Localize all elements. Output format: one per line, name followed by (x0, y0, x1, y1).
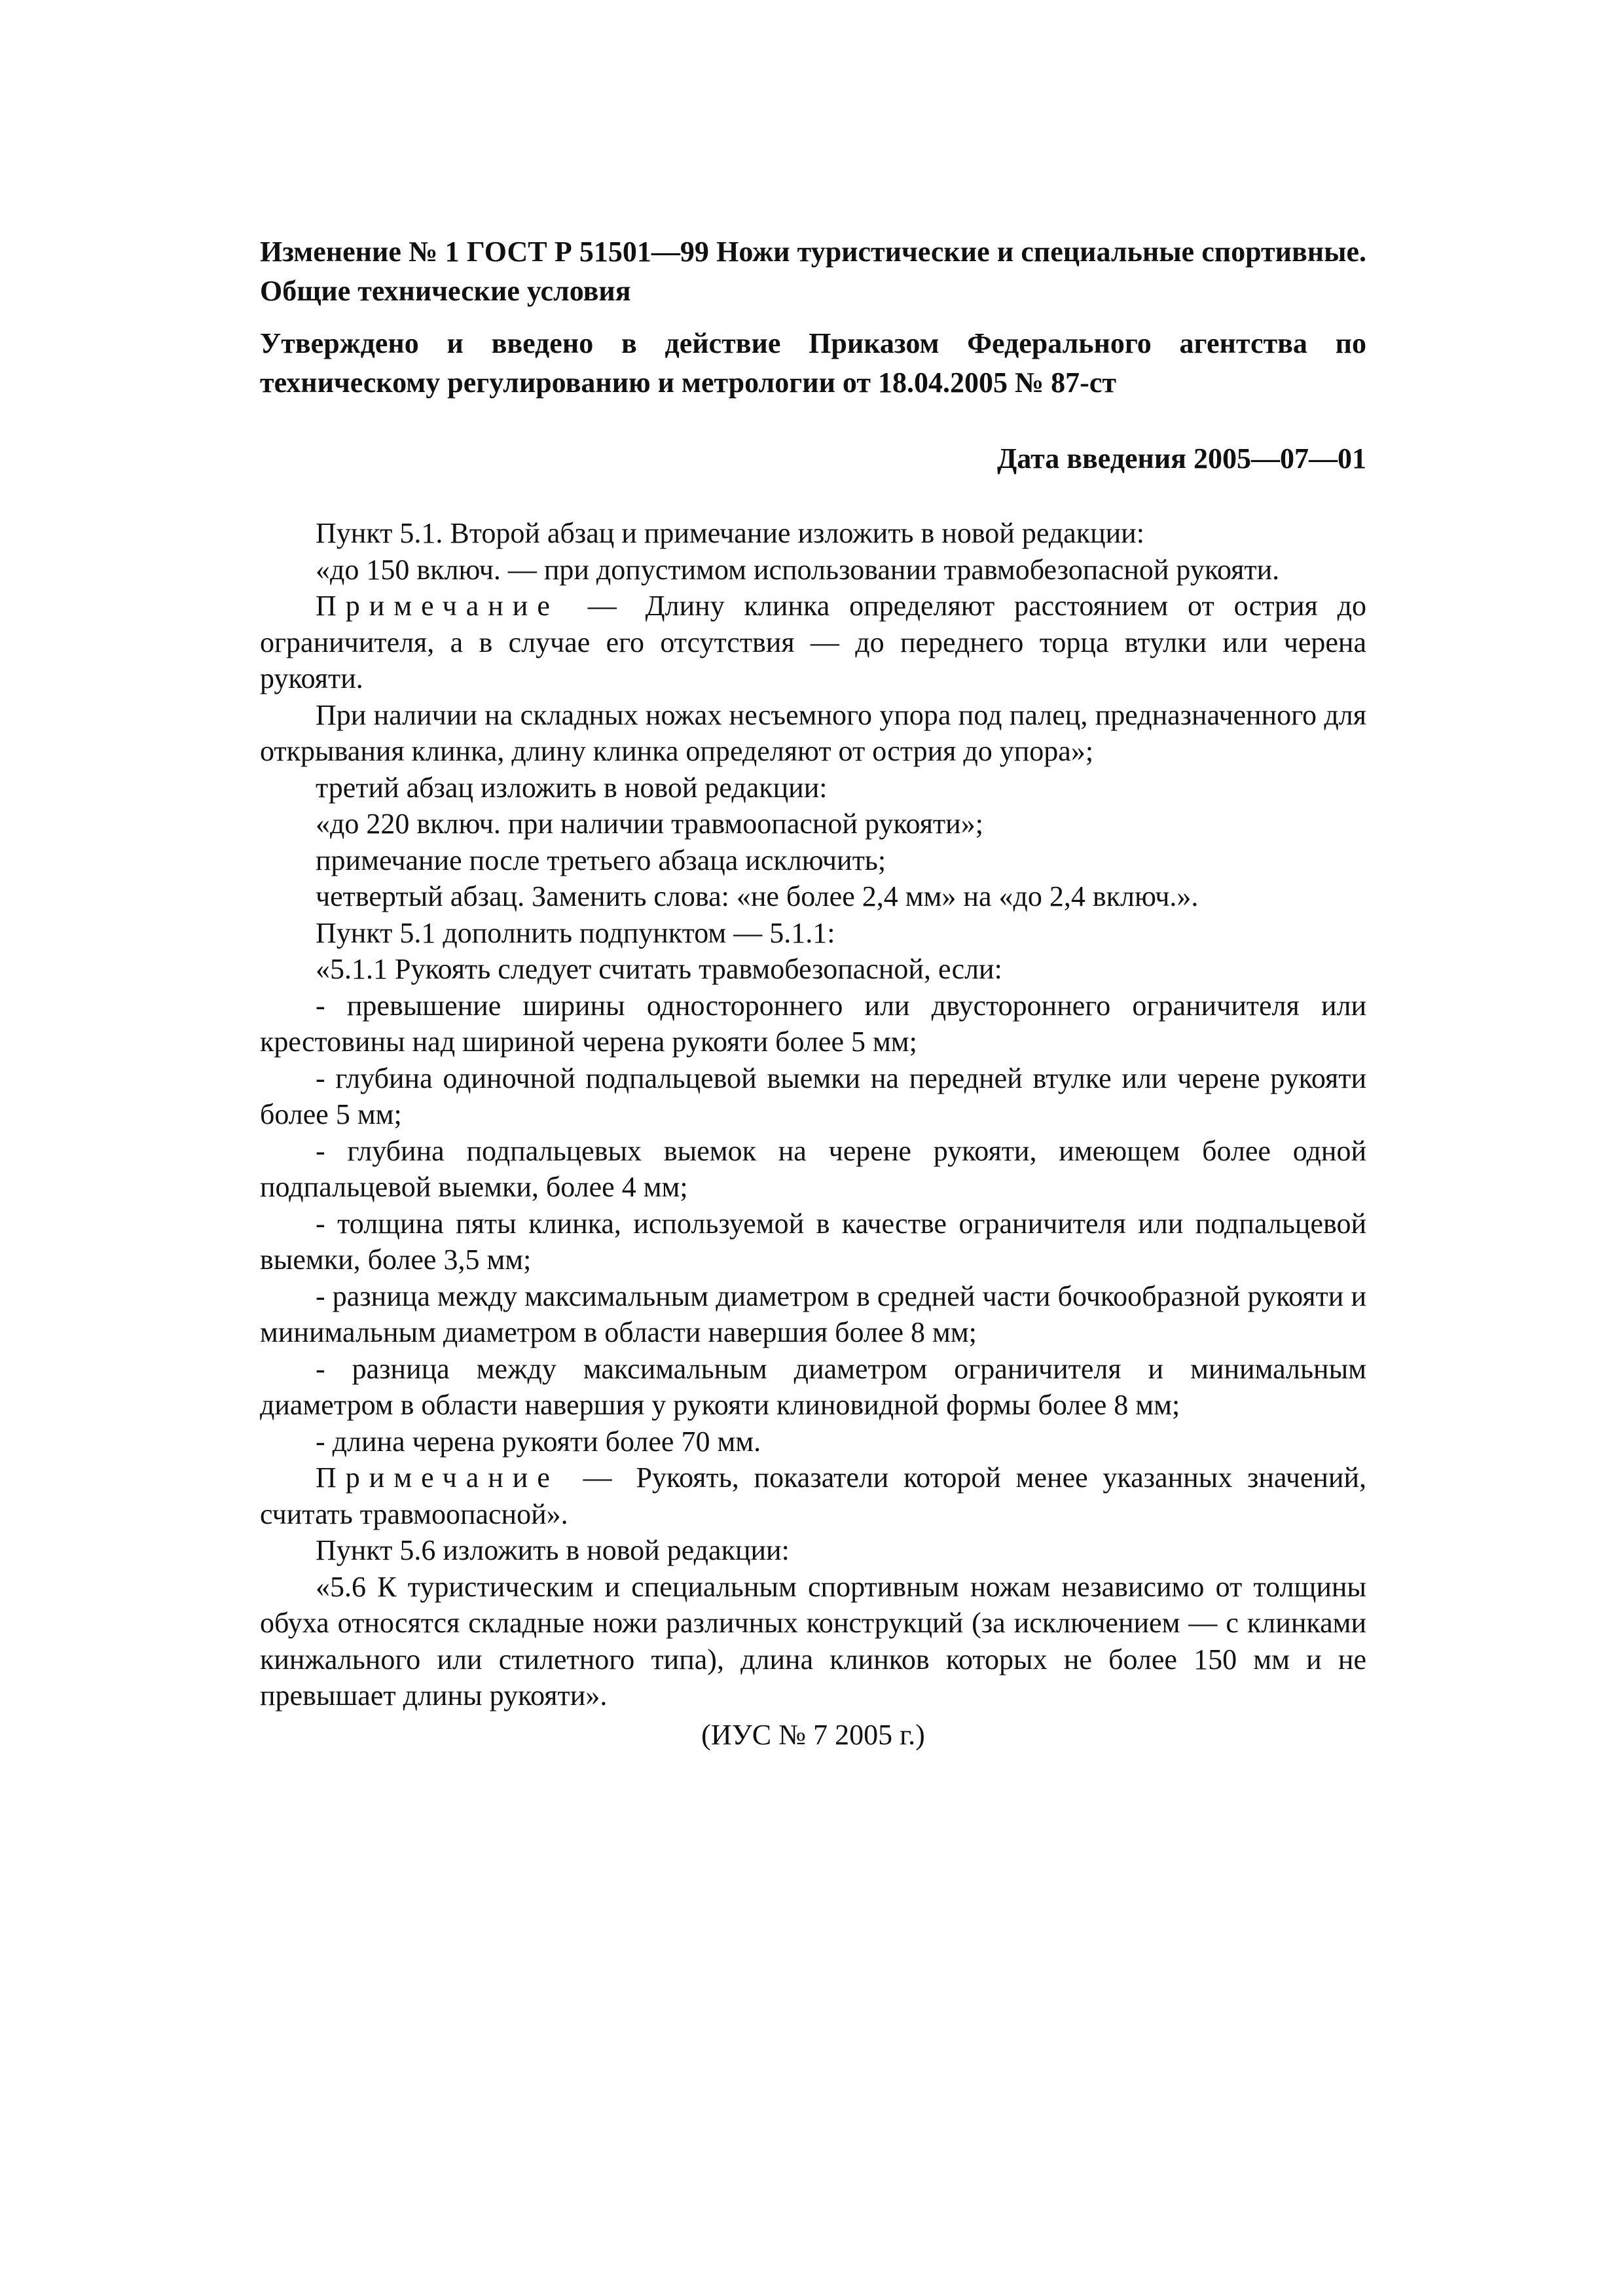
paragraph: «до 220 включ. при наличии травмоопасной рукояти»; (316, 808, 983, 840)
list-item: - глубина одиночной подпальцевой выемки на передней втулке или черене рукояти более 5 мм; (260, 1062, 1366, 1130)
document-body (260, 515, 1366, 1753)
document-page (260, 232, 1366, 1753)
approval-statement: Утверждено и введено в действие Приказом Федерального агентства по техническому регулированию и метрологии от 18.04.2005 № 87-ст (260, 327, 1366, 399)
list-item: - разница между максимальным диаметром в средней части бочкообразной рукояти и минимальным диаметром в области навершия более 8 мм; (260, 1280, 1366, 1348)
paragraph: «до 150 включ. — при допустимом использовании травмобезопасной рукояти. (316, 553, 1280, 586)
paragraph: третий абзац изложить в новой редакции: (316, 771, 828, 804)
paragraph: четвертый абзац. Заменить слова: «не более 2,4 мм» на «до 2,4 включ.». (316, 880, 1199, 912)
paragraph: Пункт 5.6 изложить в новой редакции: (316, 1534, 790, 1566)
list-item: - глубина подпальцевых выемок на черене рукояти, имеющем более одной подпальцевой выемки, более 4 мм; (260, 1134, 1366, 1203)
list-item: - превышение ширины одностороннего или двустороннего ограничителя или крестовины над шириной черена рукояти более 5 мм; (260, 989, 1366, 1058)
source-reference: (ИУС № 7 2005 г.) (701, 1718, 925, 1751)
list-item: - толщина пяты клинка, используемой в качестве ограничителя или подпальцевой выемки, более 3,5 мм; (260, 1207, 1366, 1276)
paragraph: примечание после третьего абзаца исключить; (316, 844, 886, 876)
note-label: Примечание — (316, 1462, 621, 1494)
document-title: Изменение № 1 ГОСТ Р 51501—99 Ножи туристические и специальные спортивные. Общие технические условия (260, 236, 1366, 307)
paragraph: Пункт 5.1. Второй абзац и примечание изложить в новой редакции: (316, 517, 1144, 549)
list-item: - разница между максимальным диаметром ограничителя и минимальным диаметром в области навершия у рукояти клиновидной формы более 8 мм; (260, 1352, 1366, 1421)
note-paragraph (260, 588, 1366, 697)
list-item: - длина черена рукояти более 70 мм. (316, 1425, 761, 1458)
paragraph: «5.1.1 Рукоять следует считать травмобезопасной, если: (316, 953, 1002, 985)
paragraph: При наличии на складных ножах несъемного упора под палец, предназначенного для открывания клинка, длину клинка определяют от острия до упора»; (260, 698, 1366, 767)
note-paragraph (260, 1460, 1366, 1532)
paragraph: Пункт 5.1 дополнить подпунктом — 5.1.1: (316, 916, 835, 949)
note-text: Рукоять, показатели которой менее указанных значений, считать травмоопасной». (260, 1462, 1367, 1530)
introduction-date: Дата введения 2005—07—01 (996, 442, 1366, 475)
paragraph: «5.6 К туристическим и специальным спортивным ножам независимо от толщины обуха относятся складные ножи различных конструкций (за исключением — с клинками кинжального или стилетного типа), длина клинков которых не более 150 мм и не превышает длины рукояти». (260, 1570, 1366, 1712)
note-label: Примечание — (316, 590, 626, 622)
note-text: Длину клинка определяют расстоянием от острия до ограничителя, а в случае его отсутствия — до переднего торца втулки или черена рукояти. (260, 590, 1366, 694)
